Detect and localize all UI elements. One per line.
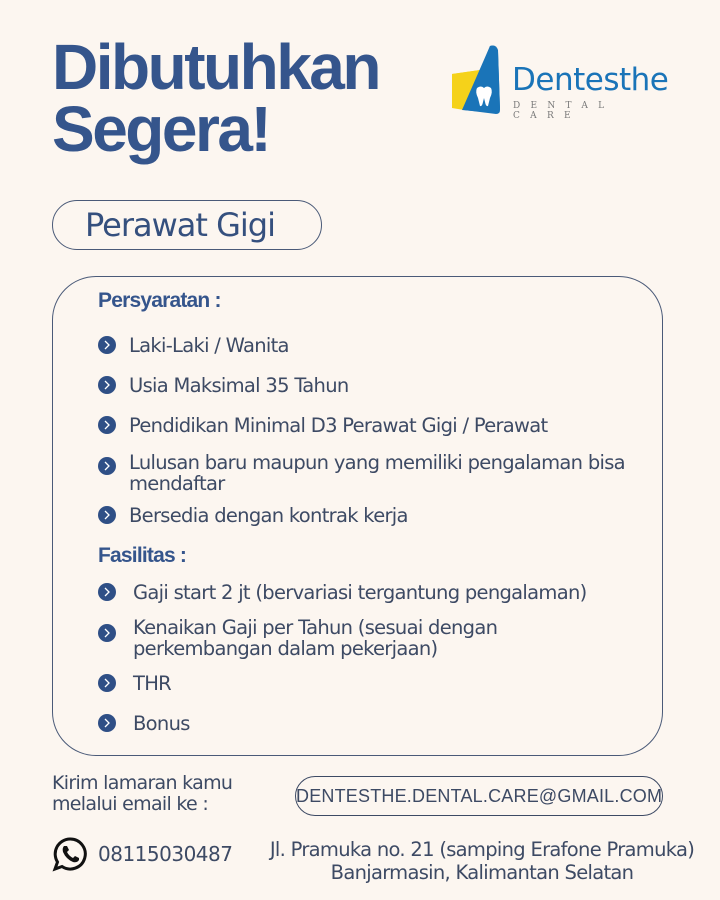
requirement-item	[98, 336, 638, 356]
chevron-right-icon	[98, 714, 116, 732]
whatsapp-icon	[52, 836, 88, 872]
tooth-logo-icon	[450, 44, 506, 116]
chevron-right-icon	[98, 506, 116, 524]
chevron-right-icon	[98, 674, 116, 692]
address-line-2: Banjarmasin, Kalimantan Selatan	[330, 861, 634, 884]
email-instruction: Kirim lamaran kamu melalui email ke :	[52, 772, 233, 815]
facility-item	[98, 583, 638, 603]
brand-tagline: DENTAL CARE	[513, 101, 615, 121]
chevron-right-icon	[98, 624, 116, 642]
address-line-1: Jl. Pramuka no. 21 (samping Erafone Pramuka)	[269, 838, 695, 861]
facility-item	[98, 616, 638, 660]
requirement-text: Pendidikan Minimal D3 Perawat Gigi / Perawat	[129, 414, 548, 437]
requirement-text: Bersedia dengan kontrak kerja	[129, 504, 408, 527]
facility-item	[98, 714, 638, 734]
requirements-title: Persyaratan :	[98, 289, 221, 312]
facility-text: Bonus	[133, 712, 190, 735]
requirement-item	[98, 451, 648, 495]
position-badge: Perawat Gigi	[52, 200, 322, 250]
facility-text: Gaji start 2 jt (bervariasi tergantung pengalaman)	[133, 581, 587, 604]
headline-line-2: Segera!	[52, 93, 270, 165]
headline-line-1: Dibutuhkan	[52, 31, 379, 103]
headline	[52, 31, 379, 165]
chevron-right-icon	[98, 457, 116, 475]
brand-name: Dentesthe	[512, 62, 669, 98]
chevron-right-icon	[98, 336, 116, 354]
company-logo	[450, 44, 680, 121]
requirement-text: Usia Maksimal 35 Tahun	[129, 374, 349, 397]
facility-text: THR	[133, 672, 172, 695]
phone-number: 08115030487	[98, 842, 233, 866]
address	[262, 838, 702, 884]
facility-text: Kenaikan Gaji per Tahun (sesuai dengan perkembangan dalam pekerjaan)	[133, 616, 498, 660]
email-address[interactable]: DENTESTHE.DENTAL.CARE@GMAIL.COM	[295, 776, 663, 816]
requirement-text: Laki-Laki / Wanita	[129, 334, 289, 357]
facility-item	[98, 674, 638, 694]
facilities-title: Fasilitas :	[98, 544, 187, 567]
chevron-right-icon	[98, 376, 116, 394]
requirement-item	[98, 376, 638, 396]
requirement-text: Lulusan baru maupun yang memiliki pengalaman bisa mendaftar	[129, 451, 625, 495]
phone-contact[interactable]	[52, 836, 232, 872]
chevron-right-icon	[98, 583, 116, 601]
requirement-item	[98, 506, 638, 526]
chevron-right-icon	[98, 416, 116, 434]
requirement-item	[98, 416, 648, 436]
